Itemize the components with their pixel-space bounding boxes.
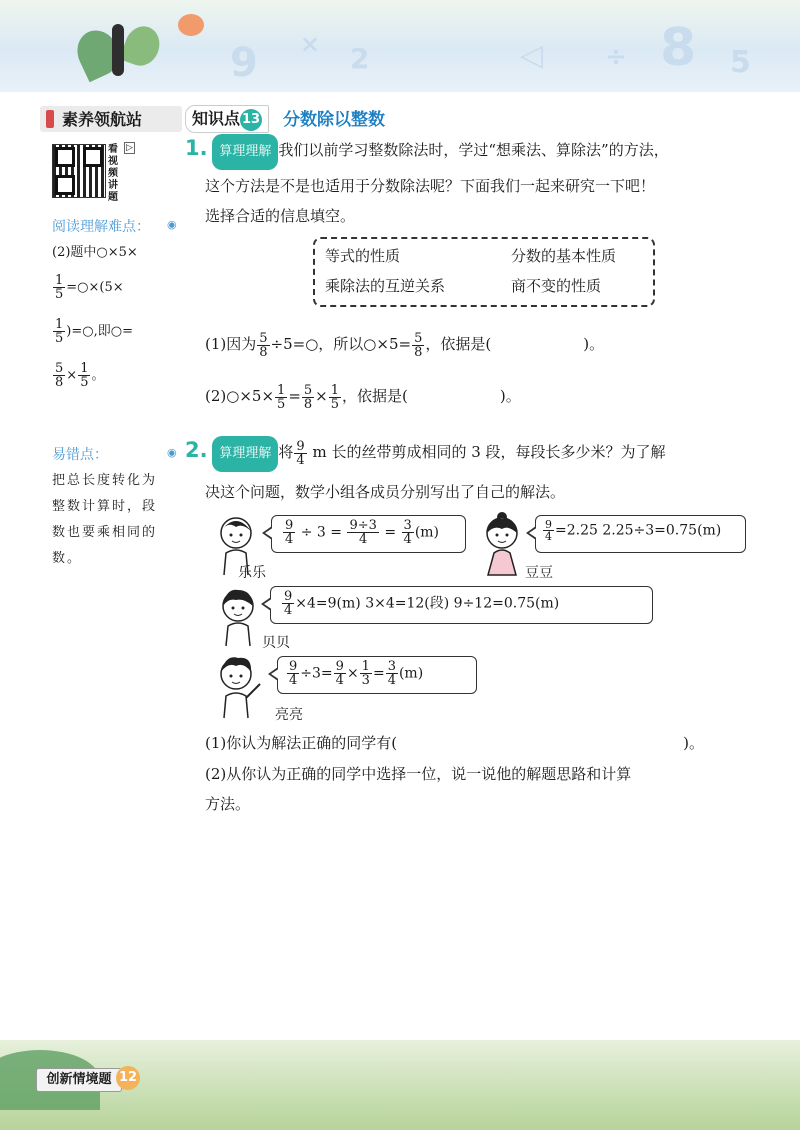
doudou-equation: $\frac{9}{4}$ =2.25 2.25÷3=0.75(m) — [545, 518, 722, 543]
boy-figure-icon — [212, 654, 264, 720]
section-marker-icon — [46, 110, 54, 128]
deco-digit-icon: 8 — [660, 18, 697, 78]
speech-bubble — [535, 515, 746, 553]
sidebar-note1-title: 阅读理解难点： — [52, 219, 150, 235]
beibei-equation: $\frac{9}{4}$ ×4=9(m) 3×4=12(段) 9÷12=0.75(m) — [284, 589, 560, 618]
qr-code-icon[interactable] — [52, 144, 106, 198]
q1-sub1: (1)因为 $\frac{5}{8}$ ÷5=○，所以○×5= $\frac{5}{8}$ ，依据是( )。 — [205, 330, 605, 360]
leaf-icon — [119, 21, 165, 70]
student-name: 贝贝 — [262, 635, 290, 651]
sidebar-note2-title: 易错点： — [52, 447, 108, 463]
sidebar-note2-line: 把总长度转化为 — [52, 473, 158, 488]
play-icon: ▷ — [126, 143, 133, 153]
sidebar-note2-line: 数。 — [52, 551, 83, 566]
q2-number: 2. — [185, 438, 208, 462]
qr-caption: 看视频讲题 — [108, 144, 118, 203]
sidebar-note1-line: $\frac{5}{8}$ × $\frac{1}{5}$ 。 — [55, 361, 105, 390]
deco-triangle-icon: ◁ — [520, 38, 544, 73]
deco-times-icon: × — [300, 30, 321, 58]
student-name: 亮亮 — [275, 707, 303, 723]
speech-bubble — [271, 515, 466, 553]
deco-digit-icon: 9 — [230, 40, 258, 86]
lele-equation: $\frac{9}{4}$ ÷ 3 = $\frac{9\div 3}{4}$ = $\frac{3}{4}$ (m) — [285, 518, 440, 547]
q2-line2: 决这个问题，数学小组各成员分别写出了自己的解法。 — [205, 483, 566, 501]
options-box — [313, 237, 655, 307]
q1-sub2: (2)○×5× $\frac{1}{5}$ = $\frac{5}{8}$ × $\frac{1}{5}$ ，依据是( )。 — [205, 382, 521, 412]
sidebar-note1-line: $\frac{1}{5}$ )=○,即○= — [55, 317, 133, 346]
q2-sub2-line2: 方法。 — [205, 795, 251, 813]
student-name: 豆豆 — [525, 565, 553, 581]
page-number: 12 — [116, 1066, 140, 1090]
option-item[interactable]: 等式的性质 — [325, 247, 401, 265]
kp-label: 知识点 — [192, 109, 241, 128]
sidebar-note2-line: 整数计算时，段 — [52, 499, 158, 514]
page-title: 分数除以整数 — [283, 110, 385, 130]
section-tag-text: 素养领航站 — [62, 110, 143, 129]
student-name: 乐乐 — [238, 565, 266, 581]
speech-bubble — [270, 586, 653, 624]
dot-icon: ◉ — [167, 218, 177, 231]
deco-digit-icon: 2 — [350, 42, 370, 75]
sidebar-note1-line: (2)题中○×5× — [52, 245, 138, 260]
q1-line3: 选择合适的信息填空。 — [205, 207, 356, 225]
option-item[interactable]: 乘除法的互逆关系 — [325, 277, 446, 295]
liangliang-equation: $\frac{9}{4}$ ÷3= $\frac{9}{4}$ × $\frac{1}{3}$ = $\frac{3}{4}$ (m) — [289, 659, 424, 688]
q2-line1: 2. 算理理解 将 $\frac{9}{4}$ m 长的丝带剪成相同的 3 段，每段长多少米？为了解 — [185, 434, 666, 472]
deco-digit-icon: 5 — [730, 45, 751, 80]
speech-bubble — [277, 656, 477, 694]
header-band — [0, 0, 800, 92]
deco-divide-icon: ÷ — [605, 42, 627, 72]
dot-icon: ◉ — [167, 446, 177, 459]
q1-number: 1. — [185, 136, 208, 160]
flower-icon — [178, 14, 204, 36]
kp-number: 13 — [240, 109, 262, 131]
q2-sub2-line1: (2)从你认为正确的同学中选择一位，说一说他的解题思路和计算 — [205, 765, 632, 783]
sidebar-note1-line: $\frac{1}{5}$ =○×(5× — [55, 273, 124, 302]
q1-line2: 这个方法是不是也适用于分数除法呢？下面我们一起来研究一下吧！ — [205, 177, 656, 195]
pencil-icon — [112, 24, 124, 76]
girl-figure-icon — [478, 511, 526, 577]
boy-figure-icon — [214, 586, 262, 648]
knowledge-point-tag — [185, 105, 269, 133]
footer-tag: 创新情境题 — [36, 1068, 122, 1092]
q1-tag: 算理理解 — [212, 134, 278, 170]
q2-sub1: (1)你认为解法正确的同学有( )。 — [205, 734, 704, 752]
q1-line1: 1. 算理理解 我们以前学习整数除法时，学过“想乘法、算除法”的方法， — [185, 132, 669, 170]
sidebar-note2-line: 数也要乘相同的 — [52, 525, 158, 540]
option-item[interactable]: 分数的基本性质 — [511, 247, 617, 265]
option-item[interactable]: 商不变的性质 — [511, 277, 602, 295]
q2-tag: 算理理解 — [212, 436, 278, 472]
